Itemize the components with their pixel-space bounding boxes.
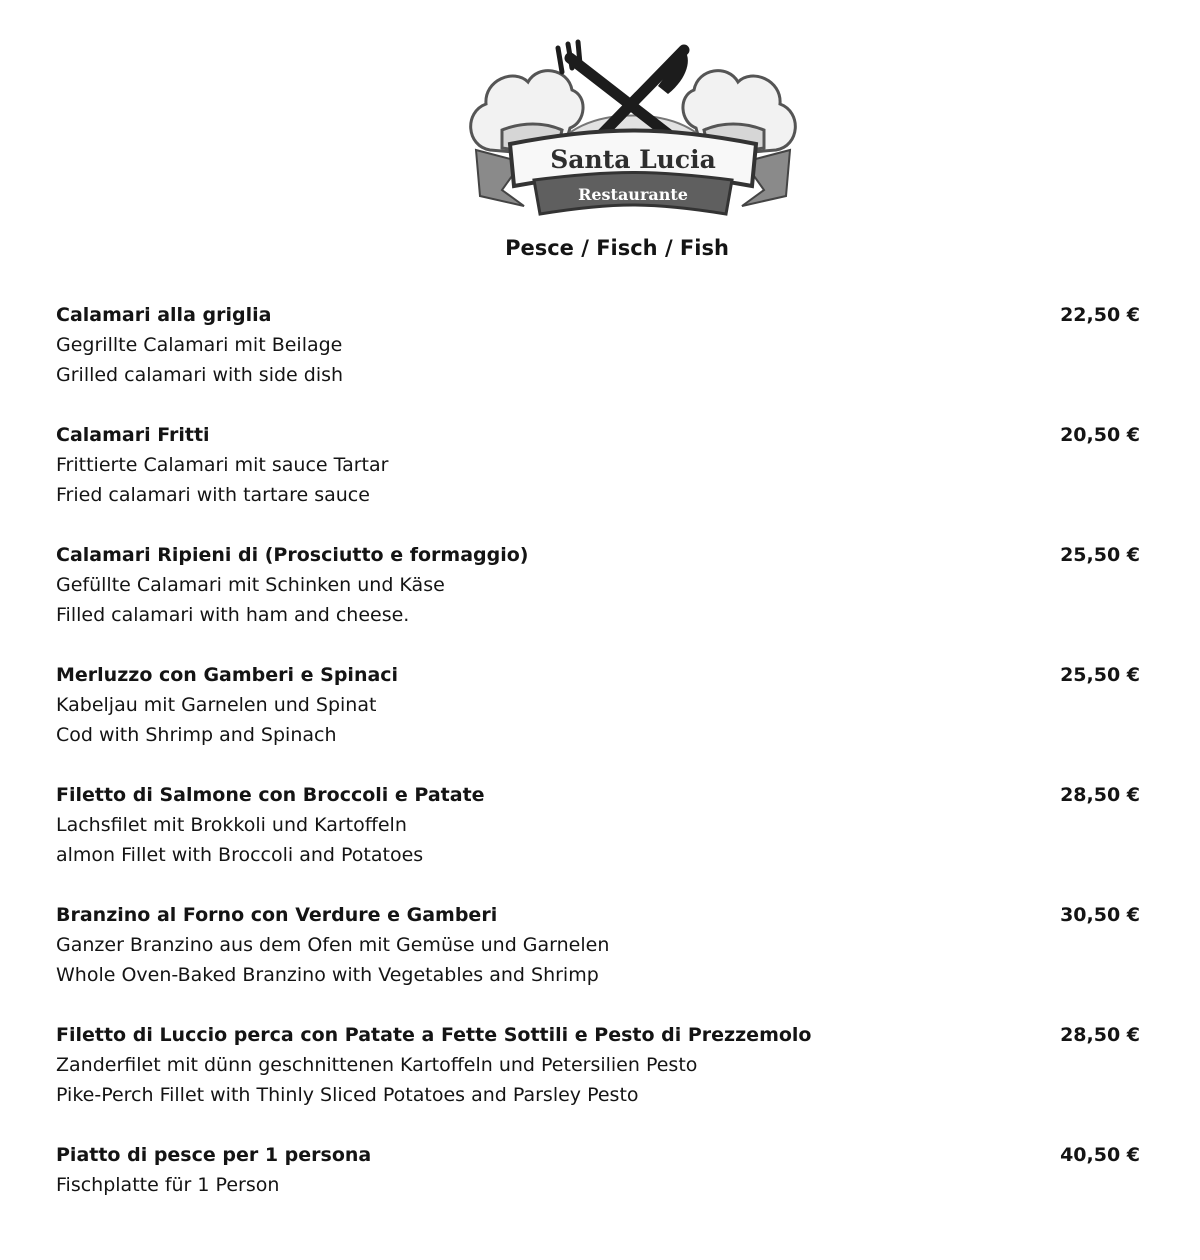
menu-item	[56, 780, 1140, 900]
menu-item	[56, 660, 1140, 780]
item-description-de: Fischplatte für 1 Person	[56, 1174, 280, 1196]
item-name: Calamari Ripieni di (Prosciutto e formaggio)	[56, 544, 529, 566]
restaurant-logo	[462, 38, 804, 222]
item-description-de: Gefüllte Calamari mit Schinken und Käse	[56, 574, 445, 596]
item-price: 28,50 €	[1060, 1024, 1140, 1046]
item-description-en: Cod with Shrimp and Spinach	[56, 724, 337, 746]
item-description-en: Grilled calamari with side dish	[56, 364, 344, 386]
item-description-de: Frittierte Calamari mit sauce Tartar	[56, 454, 389, 476]
menu-item	[56, 1140, 1140, 1260]
item-price: 28,50 €	[1060, 784, 1140, 806]
item-description-en: Filled calamari with ham and cheese.	[56, 604, 410, 626]
item-price: 25,50 €	[1060, 544, 1140, 566]
item-description-en: Pike-Perch Fillet with Thinly Sliced Potatoes and Parsley Pesto	[56, 1084, 639, 1106]
item-name: Branzino al Forno con Verdure e Gamberi	[56, 904, 498, 926]
item-name: Calamari alla griglia	[56, 304, 272, 326]
section-title: Pesce / Fisch / Fish	[505, 236, 729, 260]
item-price: 30,50 €	[1060, 904, 1140, 926]
item-price: 22,50 €	[1060, 304, 1140, 326]
menu-item	[56, 1020, 1140, 1140]
menu-item	[56, 540, 1140, 660]
item-name: Merluzzo con Gamberi e Spinaci	[56, 664, 399, 686]
item-description-de: Zanderfilet mit dünn geschnittenen Kartoffeln und Petersilien Pesto	[56, 1054, 698, 1076]
item-description-de: Kabeljau mit Garnelen und Spinat	[56, 694, 377, 716]
item-description-de: Gegrillte Calamari mit Beilage	[56, 334, 343, 356]
item-description-en: almon Fillet with Broccoli and Potatoes	[56, 844, 424, 866]
item-name: Filetto di Luccio perca con Patate a Fette Sottili e Pesto di Prezzemolo	[56, 1024, 812, 1046]
item-price: 40,50 €	[1060, 1144, 1140, 1166]
menu-item	[56, 300, 1140, 420]
menu-list	[56, 300, 1140, 1260]
item-description-de: Lachsfilet mit Brokkoli und Kartoffeln	[56, 814, 407, 836]
item-name: Piatto di pesce per 1 persona	[56, 1144, 372, 1166]
menu-item	[56, 420, 1140, 540]
item-name: Filetto di Salmone con Broccoli e Patate	[56, 784, 485, 806]
item-description-en: Whole Oven-Baked Branzino with Vegetables and Shrimp	[56, 964, 599, 986]
item-description-en: Fried calamari with tartare sauce	[56, 484, 370, 506]
logo-name: Santa Lucia	[550, 145, 716, 174]
item-description-de: Ganzer Branzino aus dem Ofen mit Gemüse und Garnelen	[56, 934, 610, 956]
logo-subtitle: Restaurante	[578, 185, 688, 204]
item-price: 20,50 €	[1060, 424, 1140, 446]
item-price: 25,50 €	[1060, 664, 1140, 686]
menu-item	[56, 900, 1140, 1020]
item-name: Calamari Fritti	[56, 424, 210, 446]
